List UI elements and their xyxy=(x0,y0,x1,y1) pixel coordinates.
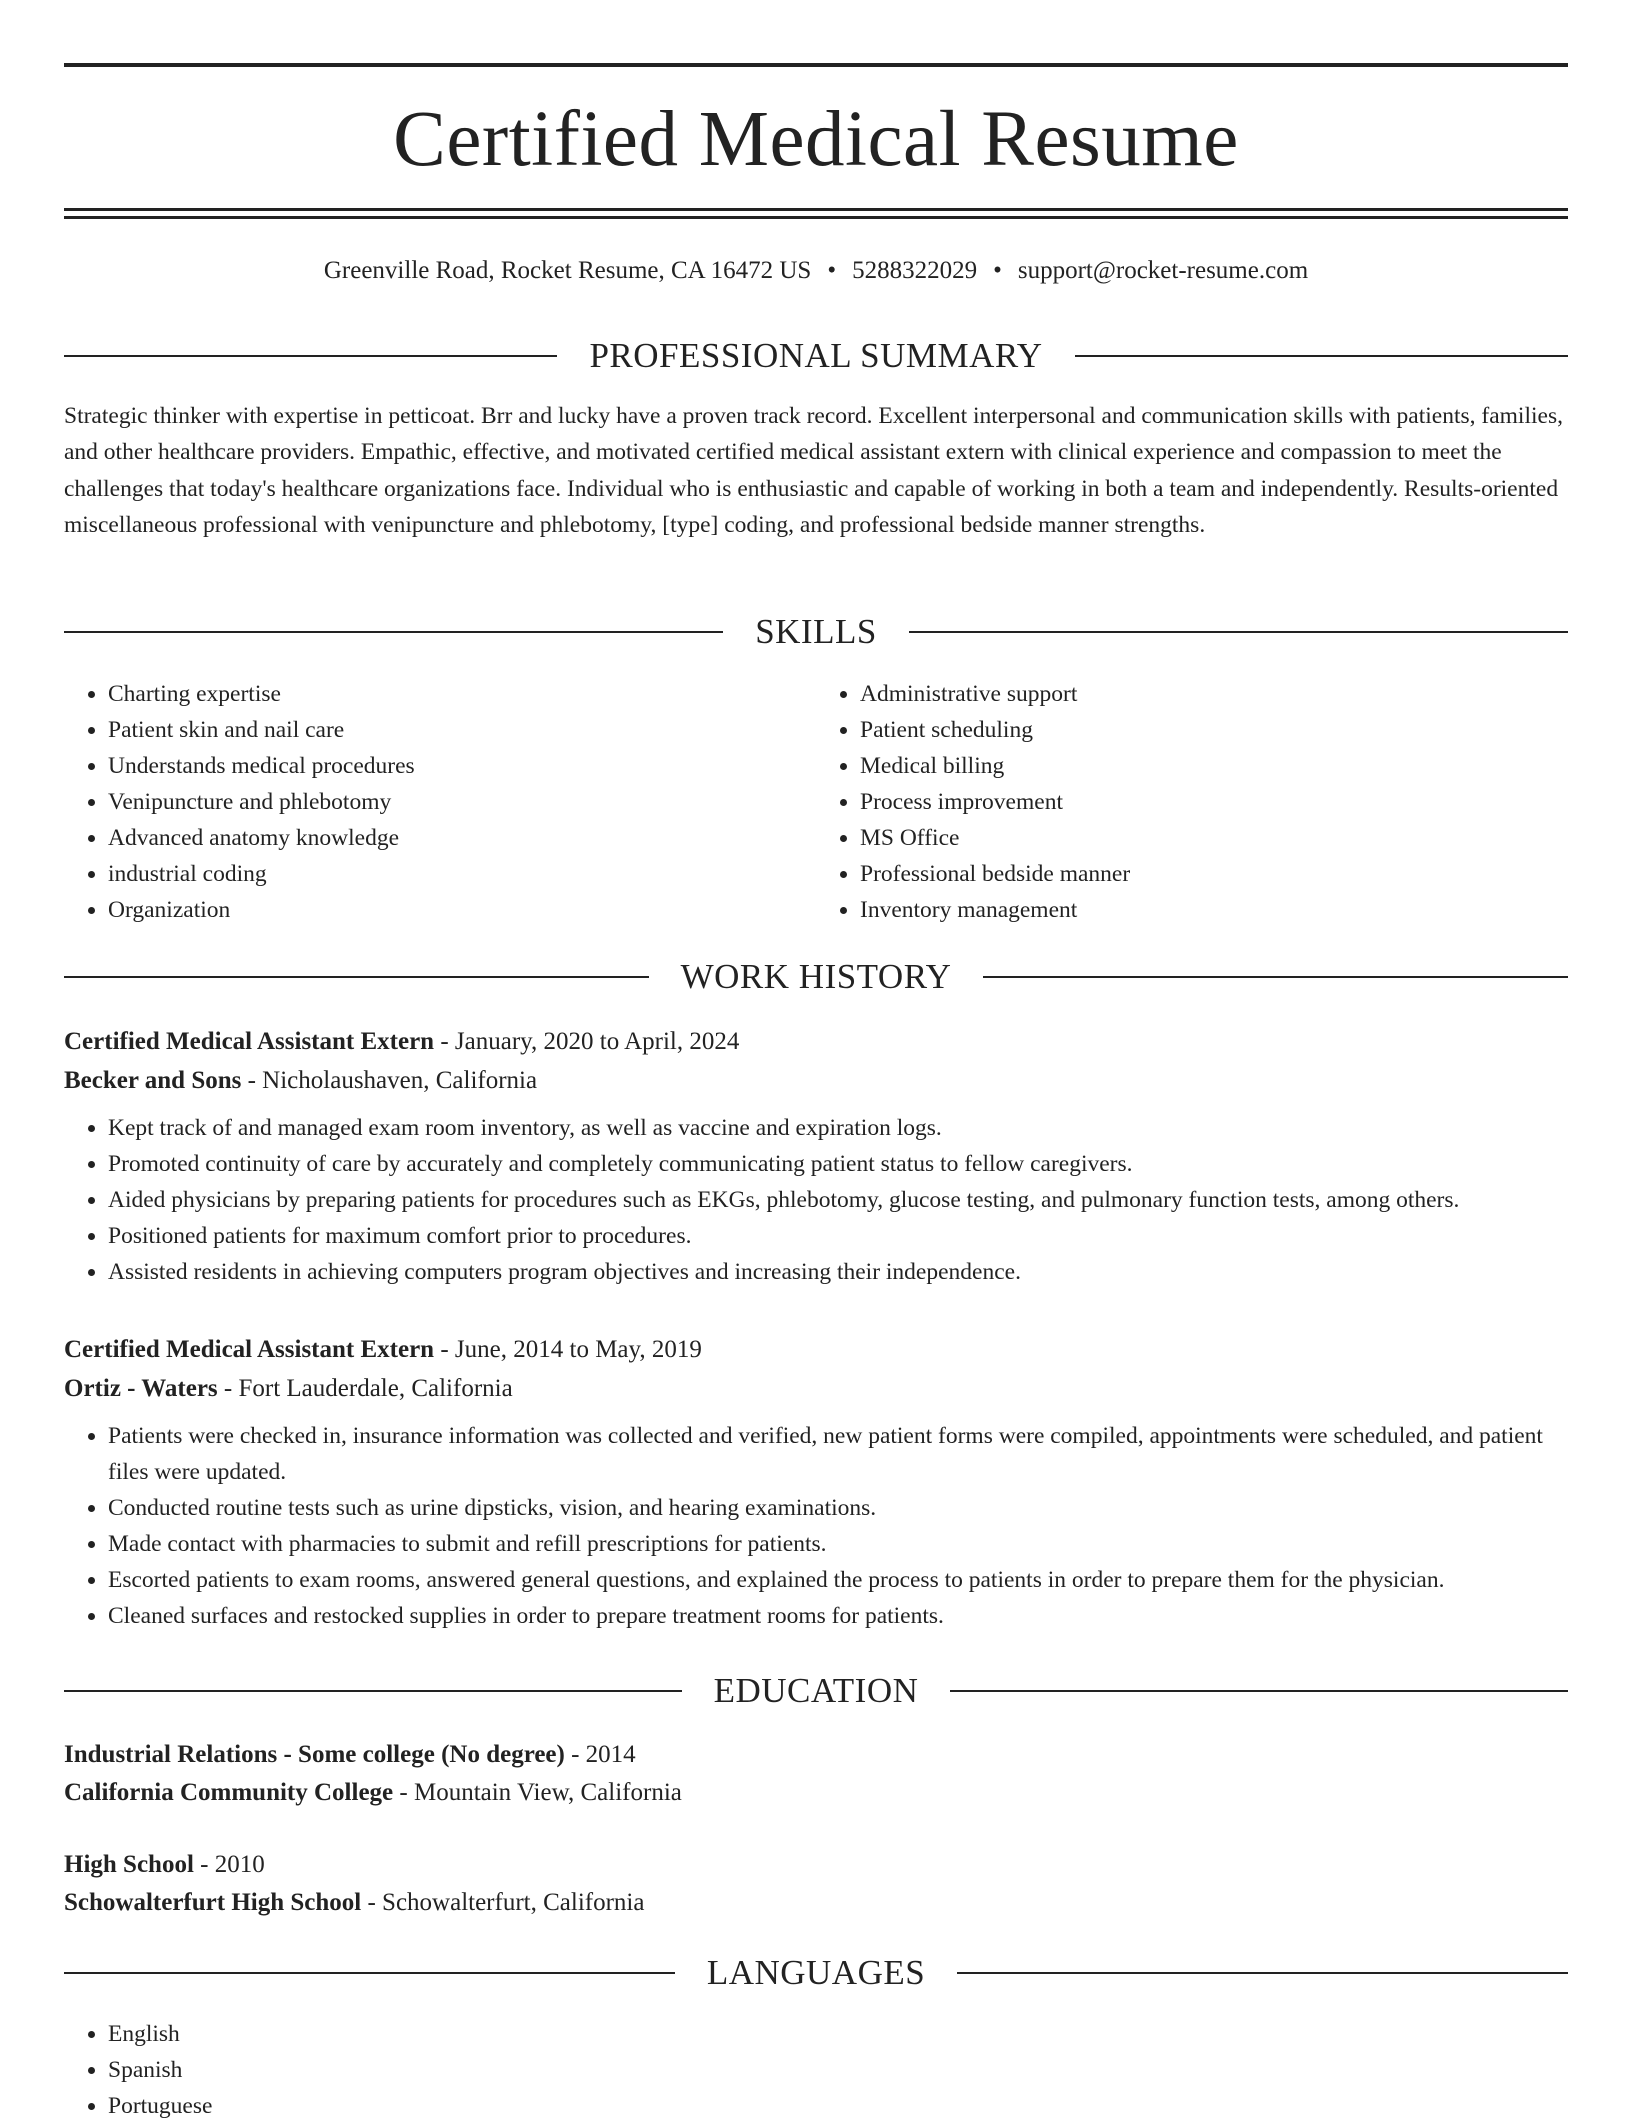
job-entry xyxy=(64,1022,1568,1290)
heading-rule xyxy=(1075,355,1568,357)
section-title: PROFESSIONAL SUMMARY xyxy=(589,336,1043,375)
resume-title: Certified Medical Resume xyxy=(393,96,1239,183)
skills-column-right xyxy=(816,676,1568,928)
heading-rule xyxy=(950,1690,1568,1692)
skill-item: • Medical billing xyxy=(860,748,1568,784)
skill-item: • industrial coding xyxy=(108,856,816,892)
job-bullet: • Aided physicians by preparing patients for procedures such as EKGs, phlebotomy, glucose testing, and pulmonary function tests, among others. xyxy=(108,1182,1568,1218)
job-bullet: • Escorted patients to exam rooms, answered general questions, and explained the process to patients in order to prepare them for the physician. xyxy=(108,1562,1568,1598)
job-entry xyxy=(64,1330,1568,1634)
contact-email: support@rocket-resume.com xyxy=(1017,257,1309,284)
job-dates: - June, 2014 to May, 2019 xyxy=(434,1336,702,1363)
job-location: - Fort Lauderdale, California xyxy=(217,1375,513,1402)
section-heading-summary xyxy=(64,334,1568,378)
skill-item: • Professional bedside manner xyxy=(860,856,1568,892)
skills-column-left xyxy=(64,676,816,928)
job-bullet: • Positioned patients for maximum comfort prior to procedures. xyxy=(108,1218,1568,1254)
section-heading-languages xyxy=(64,1951,1568,1995)
section-heading-education xyxy=(64,1669,1568,1713)
skill-item: • Venipuncture and phlebotomy xyxy=(108,784,816,820)
education-entry xyxy=(64,1846,1568,1922)
skill-item: • Advanced anatomy knowledge xyxy=(108,820,816,856)
heading-rule xyxy=(64,1690,682,1692)
job-bullet: • Promoted continuity of care by accurately and completely communicating patient status to fellow caregivers. xyxy=(108,1146,1568,1182)
heading-rule xyxy=(957,1972,1568,1974)
language-item: • Spanish xyxy=(108,2052,1568,2088)
job-bullet: • Kept track of and managed exam room inventory, as well as vaccine and expiration logs. xyxy=(108,1110,1568,1146)
contact-separator: • xyxy=(827,257,837,284)
contact-phone: 5288322029 xyxy=(852,257,978,284)
top-rule xyxy=(64,63,1568,67)
heading-rule xyxy=(909,631,1568,633)
job-bullets xyxy=(64,1110,1568,1290)
heading-rule xyxy=(64,355,557,357)
job-title-line xyxy=(64,1022,1568,1061)
job-employer: Becker and Sons xyxy=(64,1067,242,1094)
summary-text: Strategic thinker with expertise in petticoat. Brr and lucky have a proven track record. Excellent interpersonal and communication skills with patients, families, and other healthcare providers. Empathic, effective, and motivated certified medical assistant extern with clinical experience and compassion to meet the challenges that today's healthcare organizations face. Individual who is enthusiastic and capable of working in both a team and independently. Results-oriented miscellaneous professional with venipuncture and phlebotomy, [type] coding, and professional bedside manner strengths. xyxy=(64,403,1563,538)
education-degree: High School xyxy=(64,1851,194,1878)
heading-rule xyxy=(983,976,1568,978)
job-location: - Nicholaushaven, California xyxy=(241,1067,538,1094)
job-bullet: • Assisted residents in achieving computers program objectives and increasing their independence. xyxy=(108,1254,1568,1290)
education-school: California Community College xyxy=(64,1779,394,1806)
job-title: Certified Medical Assistant Extern xyxy=(64,1336,435,1363)
job-bullet: • Made contact with pharmacies to submit and refill prescriptions for patients. xyxy=(108,1526,1568,1562)
education-school-line xyxy=(64,1884,1568,1922)
education-school: Schowalterfurt High School xyxy=(64,1889,362,1916)
heading-rule xyxy=(64,631,723,633)
heading-rule xyxy=(64,976,649,978)
language-item: • Portuguese xyxy=(108,2088,1568,2124)
heading-rule xyxy=(64,1972,675,1974)
education-location: - Schowalterfurt, California xyxy=(361,1889,645,1916)
contact-address: Greenville Road, Rocket Resume, CA 16472 US xyxy=(323,257,812,284)
skill-item: • Process improvement xyxy=(860,784,1568,820)
skill-item: • Charting expertise xyxy=(108,676,816,712)
job-bullet: • Patients were checked in, insurance information was collected and verified, new patient forms were compiled, appointments were scheduled, and patient files were updated. xyxy=(108,1418,1568,1490)
skill-item: • Inventory management xyxy=(860,892,1568,928)
section-title: LANGUAGES xyxy=(706,1953,926,1992)
education-year: - 2010 xyxy=(193,1851,265,1878)
education-degree-line xyxy=(64,1846,1568,1884)
section-title: EDUCATION xyxy=(713,1671,919,1710)
education-degree-line xyxy=(64,1736,1568,1774)
section-heading-work xyxy=(64,955,1568,999)
education-year: - 2014 xyxy=(564,1741,636,1768)
skill-item: • Organization xyxy=(108,892,816,928)
job-title-line xyxy=(64,1330,1568,1369)
contact-separator: • xyxy=(993,257,1002,284)
education-degree: Industrial Relations - Some college (No degree) xyxy=(64,1741,565,1768)
job-employer: Ortiz - Waters xyxy=(64,1375,218,1402)
languages-list xyxy=(64,2016,1568,2124)
title-double-rule xyxy=(64,208,1568,219)
education-entry xyxy=(64,1736,1568,1812)
job-bullets xyxy=(64,1418,1568,1634)
section-title: SKILLS xyxy=(755,612,877,651)
skill-item: • Understands medical procedures xyxy=(108,748,816,784)
job-employer-line xyxy=(64,1369,1568,1408)
job-title: Certified Medical Assistant Extern xyxy=(64,1028,435,1055)
skills-list xyxy=(64,676,1568,928)
job-bullet: • Conducted routine tests such as urine dipsticks, vision, and hearing examinations. xyxy=(108,1490,1568,1526)
skill-item: • Patient scheduling xyxy=(860,712,1568,748)
section-heading-skills xyxy=(64,610,1568,654)
job-employer-line xyxy=(64,1061,1568,1100)
language-item: • English xyxy=(108,2016,1568,2052)
education-location: - Mountain View, California xyxy=(393,1779,682,1806)
education-school-line xyxy=(64,1774,1568,1812)
skill-item: • Patient skin and nail care xyxy=(108,712,816,748)
job-bullet: • Cleaned surfaces and restocked supplies in order to prepare treatment rooms for patients. xyxy=(108,1598,1568,1634)
skill-item: • Administrative support xyxy=(860,676,1568,712)
job-dates: - January, 2020 to April, 2024 xyxy=(434,1028,740,1055)
section-title: WORK HISTORY xyxy=(680,957,952,996)
skill-item: • MS Office xyxy=(860,820,1568,856)
contact-line xyxy=(64,254,1568,288)
